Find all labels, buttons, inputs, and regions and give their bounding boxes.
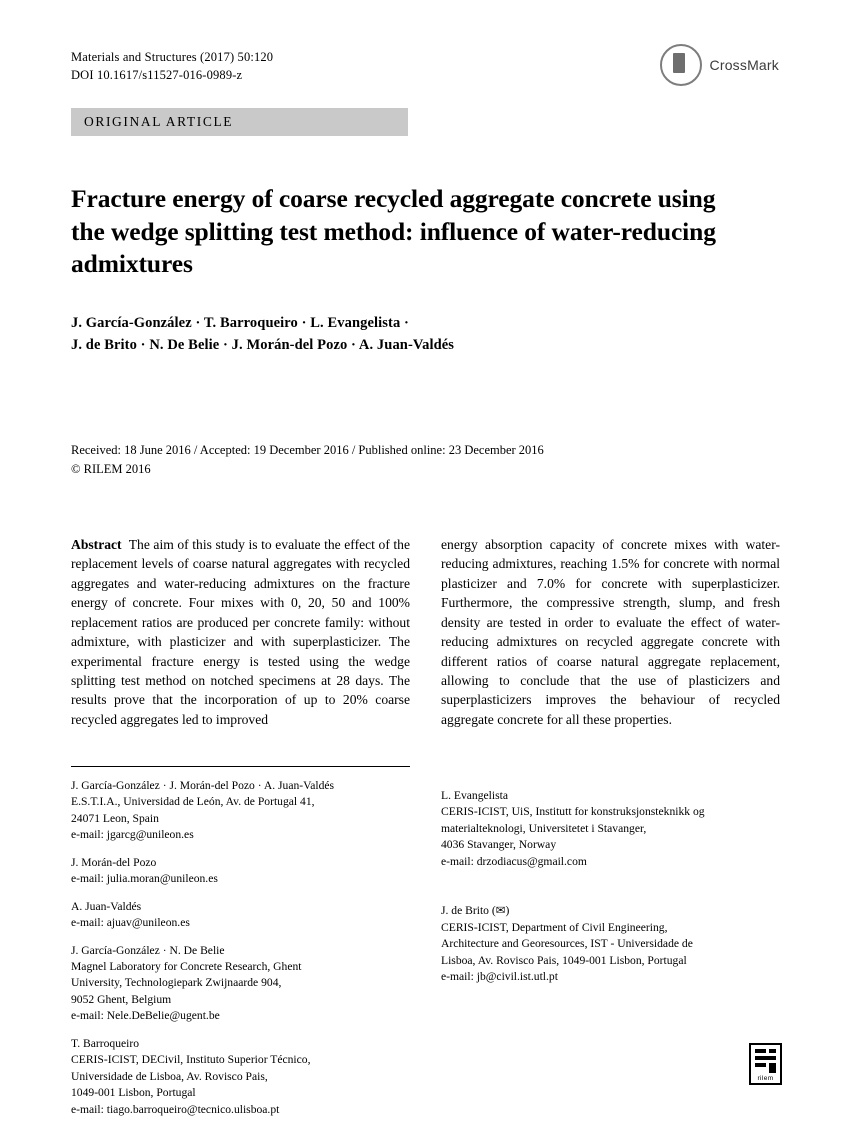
abstract-label: Abstract	[71, 536, 122, 552]
crossmark-label: CrossMark	[709, 57, 779, 73]
affiliations-column-right	[441, 766, 780, 1118]
copyright-line: © RILEM 2016	[71, 461, 151, 476]
abstract-column-right	[441, 521, 780, 743]
author-list	[71, 312, 780, 357]
affiliation-email[interactable]: e-mail: ajuav@unileon.es	[71, 916, 190, 930]
journal-doi: DOI 10.1617/s11527-016-0989-z	[71, 68, 243, 83]
affiliation-names: A. Juan-Valdés	[71, 899, 142, 913]
author-line-1: J. García-González · T. Barroqueiro · L. Evangelista ·	[71, 314, 409, 331]
abstract-text-right: energy absorption capacity of concrete mixes with water-reducing admixtures, reaching 1.5% for concrete with normal plasticizer and 7.0% for concrete with superplasticizer. Furthermore, the compressive strength, slump, and fresh density are tested in order to evaluate the effect of water-reducing admixtures on recycled aggregate concrete with different ratios of coarse natural aggregate replacement, allowing to conclude that the use of plasticizers and superplasticizers improves the behaviour of recycled aggregate concrete for all these properties.	[441, 536, 780, 727]
affiliation-line: 4036 Stavanger, Norway	[441, 838, 557, 852]
affiliation-line: Architecture and Georesources, IST - Universidade de	[441, 937, 693, 951]
affiliation-line: Universidade de Lisboa, Av. Rovisco Pais,	[71, 1069, 268, 1083]
rilem-logo-text: rilem	[757, 1075, 774, 1082]
affiliation-divider-left	[71, 766, 410, 767]
abstract-column-left	[71, 521, 410, 743]
page-content	[71, 48, 780, 1118]
rilem-logo-icon	[749, 1043, 782, 1085]
affiliations-section	[71, 766, 780, 1118]
affiliation-line: 24071 Leon, Spain	[71, 811, 159, 825]
affiliation-block	[71, 855, 410, 888]
abstract-text-left: The aim of this study is to evaluate the effect of the replacement levels of coarse natural aggregates with recycled aggregates and water-reducing admixtures on the fracture energy of concrete. Four mixes with 0, 20, 50 and 100% replacement ratios are produced per concrete family: without admixture, with plasticizer and with superplasticizer. The experimental fracture energy is tested using the wedge splitting test method on notched specimens at 28 days. The results prove that the incorporation of up to 20% coarse recycled aggregates led to improved	[71, 536, 411, 727]
affiliation-line: 1049-001 Lisbon, Portugal	[71, 1086, 196, 1100]
affiliation-block	[441, 903, 780, 985]
journal-header	[71, 48, 780, 86]
affiliation-email[interactable]: e-mail: jb@civil.ist.utl.pt	[441, 969, 558, 983]
crossmark-badge[interactable]	[660, 44, 779, 86]
received-accepted-published: Received: 18 June 2016 / Accepted: 19 December 2016 / Published online: 23 December 2016	[71, 442, 544, 457]
affiliation-email[interactable]: e-mail: tiago.barroqueiro@tecnico.ulisboa.pt	[71, 1102, 280, 1116]
affiliation-line: materialteknologi, Universitetet i Stavanger,	[441, 821, 647, 835]
journal-reference	[71, 48, 273, 84]
affiliation-names: J. García-González · J. Morán-del Pozo · A. Juan-Valdés	[71, 778, 335, 792]
affiliation-line: University, Technologiepark Zwijnaarde 904,	[71, 976, 282, 990]
affiliation-email[interactable]: e-mail: Nele.DeBelie@ugent.be	[71, 1009, 220, 1023]
article-type-label: ORIGINAL ARTICLE	[84, 114, 234, 129]
affiliation-names-corresponding: J. de Brito (✉)	[441, 904, 510, 918]
affiliation-spacer	[441, 881, 780, 903]
author-line-2: J. de Brito · N. De Belie · J. Morán-del Pozo · A. Juan-Valdés	[71, 337, 455, 354]
affiliation-block	[71, 899, 410, 932]
affiliation-line: CERIS-ICIST, Department of Civil Engineering,	[441, 920, 668, 934]
crossmark-logo-icon	[660, 44, 702, 86]
affiliation-email[interactable]: e-mail: jgarcg@unileon.es	[71, 828, 194, 842]
affiliations-column-left	[71, 766, 410, 1118]
affiliation-names: J. García-González · N. De Belie	[71, 943, 225, 957]
affiliation-block	[71, 943, 410, 1025]
affiliation-block	[441, 788, 780, 870]
abstract-section	[71, 521, 780, 743]
affiliation-line: Lisboa, Av. Rovisco Pais, 1049-001 Lisbon, Portugal	[441, 953, 687, 967]
affiliation-email[interactable]: e-mail: julia.moran@unileon.es	[71, 872, 218, 886]
affiliation-names: T. Barroqueiro	[71, 1036, 140, 1050]
journal-citation: Materials and Structures (2017) 50:120	[71, 50, 274, 64]
publication-dates	[71, 441, 780, 479]
article-type-banner	[71, 108, 408, 136]
affiliation-spacer	[441, 766, 780, 788]
affiliation-line: Magnel Laboratory for Concrete Research, Ghent	[71, 959, 302, 973]
affiliation-names: L. Evangelista	[441, 788, 508, 802]
page-title: Fracture energy of coarse recycled aggregate concrete using the wedge splitting test method: influence of water-reducing admixtures	[71, 184, 716, 279]
affiliation-line: CERIS-ICIST, UiS, Institutt for konstruksjonsteknikk og	[441, 805, 705, 819]
affiliation-block	[71, 778, 410, 844]
affiliation-names: J. Morán-del Pozo	[71, 855, 157, 869]
affiliation-email[interactable]: e-mail: drzodiacus@gmail.com	[441, 854, 587, 868]
affiliation-line: CERIS-ICIST, DECivil, Instituto Superior Técnico,	[71, 1053, 311, 1067]
abstract-paragraph-left	[71, 535, 410, 729]
affiliation-block	[71, 1036, 410, 1118]
affiliation-line: E.S.T.I.A., Universidad de León, Av. de Portugal 41,	[71, 795, 315, 809]
affiliation-line: 9052 Ghent, Belgium	[71, 992, 172, 1006]
